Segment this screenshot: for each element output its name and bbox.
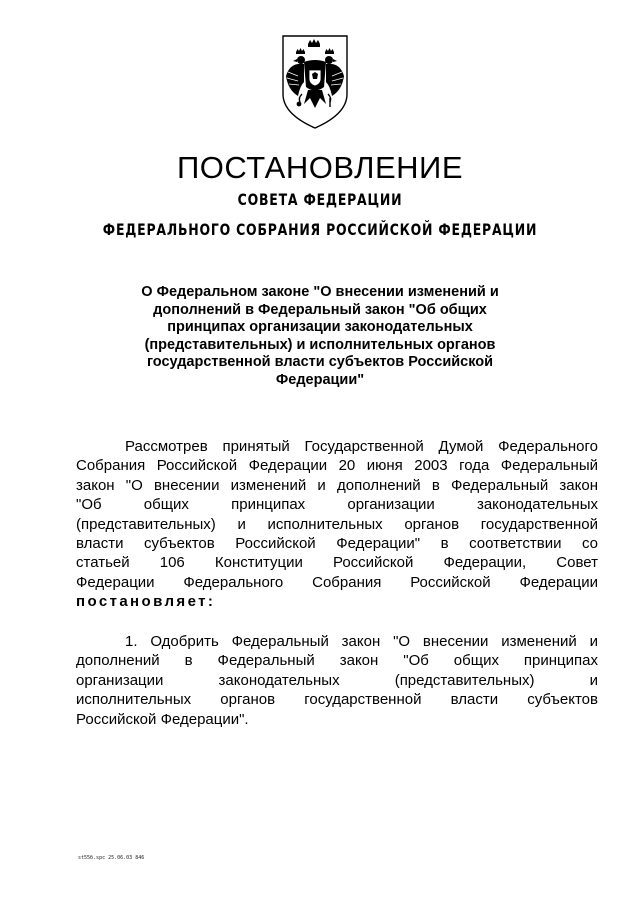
paragraph-line: власти субъектов Российской Федерации" в соответствии со: [76, 534, 598, 552]
paragraph-line: Российской Федерации".: [76, 710, 249, 728]
document-title: ПОСТАНОВЛЕНИЕ: [176, 150, 464, 185]
preamble-paragraph: [76, 437, 598, 612]
document-subtitle-council: СОВЕТА ФЕДЕРАЦИИ: [237, 190, 403, 209]
paragraph-line: (представительных) и исполнительных органов государственной: [76, 515, 598, 533]
subject-line: принципах организации законодательных: [167, 319, 473, 335]
paragraph-line: "Об общих принципах организации законодательных: [76, 496, 598, 514]
coat-of-arms-emblem: [280, 32, 350, 130]
paragraph-line: статьей 106 Конституции Российской Федерации, Совет: [76, 554, 598, 572]
paragraph-line: исполнительных органов государственной власти субъектов: [76, 691, 598, 709]
resolves-verb: постановляет:: [76, 593, 216, 611]
subject-line: государственной власти субъектов Российской: [146, 354, 494, 370]
paragraph-line: Рассмотрев принятый Государственной Думой Федерального: [125, 438, 598, 455]
resolution-item-1: [76, 632, 598, 729]
subject-line: Федерации": [275, 371, 365, 388]
subject-line: О Федеральном законе "О внесении изменений и: [141, 284, 499, 300]
resolution-subject: [110, 284, 530, 389]
paragraph-line: закон "О внесении изменений и дополнений в Федеральный закон: [76, 476, 598, 494]
paragraph-line: 1. Одобрить Федеральный закон "О внесении изменений и: [125, 633, 598, 650]
paragraph-line: организации законодательных (представительных) и: [76, 671, 598, 689]
subject-line: (представительных) и исполнительных органов: [144, 336, 496, 353]
document-subtitle-assembly: ФЕДЕРАЛЬНОГО СОБРАНИЯ РОССИЙСКОЙ ФЕДЕРАЦИИ: [102, 220, 538, 239]
paragraph-line: дополнений в Федеральный закон "Об общих принципах: [76, 652, 598, 670]
paragraph-line: Федерации Федерального Собрания Российской Федерации: [76, 573, 598, 591]
file-reference-code: st55б.spc 25.06.03 846: [78, 855, 145, 861]
subject-line: дополнений в Федеральный закон "Об общих: [153, 301, 487, 318]
double-headed-eagle-icon: [280, 32, 350, 130]
paragraph-line: Собрания Российской Федерации 20 июня 2003 года Федеральный: [76, 457, 598, 475]
